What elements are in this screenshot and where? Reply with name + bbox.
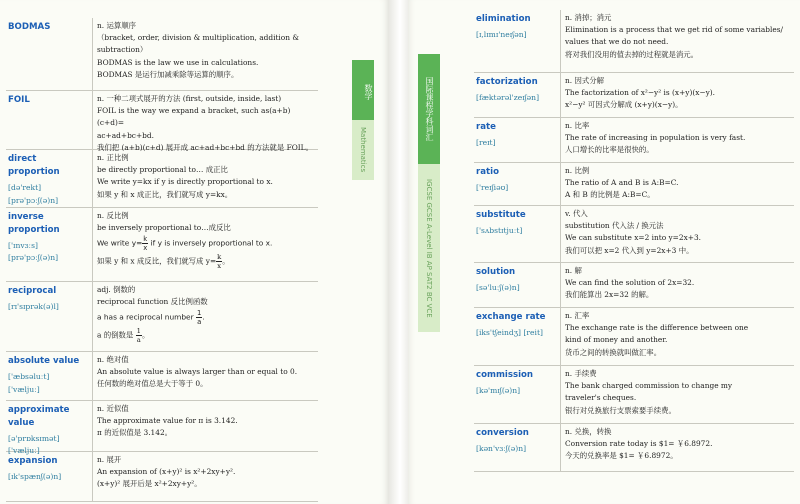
entry-term: conversion [kən'vɜːʃ(ə)n] (476, 427, 558, 455)
definition-line: 货币之间的转换就叫做汇率。 (565, 347, 662, 357)
curriculum-tab-subtitle: IGCSE GCSE A-Level IB AP SAT2 BC VCE (425, 178, 433, 318)
entry-pronunciation: [ɪk'spænʃ(ə)n] (8, 472, 62, 481)
definition-line: 今天的兑换率是 $1= ￥6.8972。 (565, 451, 678, 461)
definition-line: n. 汇率 (565, 311, 590, 320)
definition-line: 我们能算出 2x=32 的解。 (565, 290, 654, 300)
fraction: $\frac{1}{a}$ (136, 327, 141, 345)
definition-line: The rate of increasing in population is very fast. (565, 133, 746, 143)
definition-line: values that we do not need. (565, 37, 669, 47)
entry-definition (97, 354, 316, 391)
entry-term: absolute value ['æbsəluːt] ['væljuː] (8, 355, 90, 396)
definition-line: Elimination is a process that we get rid of some variables/ (565, 25, 784, 35)
definition-line: n. 手续费 (565, 369, 597, 378)
glossary-entry (6, 352, 318, 401)
definition-line: n. 正比例 (97, 153, 129, 162)
glossary-entry (6, 150, 318, 208)
right-page (408, 0, 800, 504)
entry-term: rate [reɪt] (476, 121, 558, 149)
definition-line: a has a reciprocal number $\frac{1}{a}$ . (97, 309, 205, 327)
definition-line: n. 近似值 (97, 404, 129, 413)
entry-definition (97, 210, 316, 270)
definition-line: An absolute value is always larger than or equal to 0. (97, 367, 298, 377)
definition-line: We write y=kx if y is directly proportional to x. (97, 177, 273, 187)
definition-line: BODMAS is the law we use in calculations. (97, 57, 259, 67)
entry-definition (565, 75, 792, 112)
definition-line: n. 解 (565, 266, 582, 275)
definition-line: ac+ad+bc+bd. (97, 130, 154, 140)
definition-line: traveler's cheques. (565, 393, 637, 403)
definition-line: subtraction） (97, 45, 148, 55)
glossary-entry (474, 366, 794, 424)
entry-definition (97, 152, 316, 201)
fraction: $\frac{k}{x}$ (217, 253, 222, 271)
definition-line: The exchange rate is the difference between one (565, 323, 749, 333)
fraction: $\frac{k}{x}$ (143, 235, 148, 253)
left-page (0, 0, 388, 504)
definition-line: 我们可以把 x=2 代入到 y=2x+3 中。 (565, 245, 694, 255)
entry-pronunciation: [ɪ,lɪmɪ'neɪʃən] (476, 30, 527, 39)
entry-pronunciation: [iks'tʃeindʒ] [reit] (476, 328, 543, 337)
definition-line: The approximate value for π is 3.142. (97, 416, 238, 426)
definition-line: a 的倒数是 $\frac{1}{a}$ 。 (97, 327, 150, 345)
definition-line: n. 比例 (565, 166, 590, 175)
entry-term: ratio ['reɪʃiəʊ] (476, 166, 558, 194)
curriculum-tab-title: 国际课程学科词汇 (425, 77, 434, 141)
entry-pronunciation: ['sʌbstɪtjuːt] (476, 226, 523, 235)
book-gutter (388, 0, 408, 504)
entry-pronunciation: ['ɪnvɜːs] [prə'pɔːʃ(ə)n] (8, 241, 59, 262)
definition-line: A 和 B 的比例是 A:B=C。 (565, 190, 655, 200)
definition-line: π 的近似值是 3.142。 (97, 428, 173, 438)
glossary-entry (6, 91, 318, 150)
glossary-entry (6, 18, 318, 91)
entry-term: factorization [fæktərəl'zeɪʃən] (476, 76, 558, 104)
definition-line: v. 代入 (565, 209, 588, 218)
definition-line: n. 反比例 (97, 211, 129, 220)
glossary-entry (6, 401, 318, 455)
glossary-entry (474, 10, 794, 73)
entry-pronunciation: [prə'pɔːʃ(ə)n] (8, 196, 59, 205)
entry-pronunciation: [fæktərəl'zeɪʃən] (476, 93, 540, 102)
entry-pronunciation: [reɪt] (476, 138, 496, 147)
entry-term: FOIL (8, 95, 30, 105)
definition-line: BODMAS 是运行加减乘除等运算的顺序。 (97, 69, 239, 79)
entry-definition (97, 454, 316, 491)
glossary-entry (6, 282, 318, 352)
definition-line: n. 展开 (97, 455, 122, 464)
glossary-entry (474, 163, 794, 206)
glossary-entry (6, 208, 318, 282)
definition-line: 如果 y 和 x 成反比，我们就写成 y= $\frac{k}{x}$ 。 (97, 253, 230, 271)
entry-term: direct proportion [də'rekt] [prə'pɔːʃ(ə)n] (8, 153, 90, 207)
glossary-entry (474, 73, 794, 118)
entry-definition (565, 265, 792, 302)
glossary-entry (474, 308, 794, 366)
definition-line: kind of money and another. (565, 335, 668, 345)
subject-tab-subtitle: Mathematics (359, 127, 367, 173)
definition-line: We can substitute x=2 into y=2x+3. (565, 233, 701, 243)
entry-term: elimination [ɪ,lɪmɪ'neɪʃən] (476, 13, 558, 41)
entry-term: exchange rate [iks'tʃeindʒ] [reit] (476, 311, 558, 339)
definition-line: 我们把 (a+b)(c+d) 展开成 ac+ad+bc+bd 的方法就是 FOIL。 (97, 142, 313, 152)
glossary-entry (474, 263, 794, 308)
definition-line: 银行对兑换旅行支票索要手续费。 (565, 405, 676, 415)
definition-line: substitution 代入法 / 换元法 (565, 221, 664, 231)
entry-pronunciation: ['væljuː] (8, 385, 40, 394)
glossary-entry (474, 118, 794, 163)
subject-tab-title: 数学 (364, 84, 373, 100)
entry-pronunciation: [ə'prɒksɪmət] ['væljuː] (8, 434, 60, 455)
entry-definition (97, 93, 316, 154)
curriculum-tab (418, 54, 440, 164)
entry-definition (97, 20, 316, 81)
definition-line: （bracket, order, division & multiplication, addition & (97, 33, 299, 43)
definition-line: 人口增长的比率是很快的。 (565, 145, 654, 155)
entry-term: solution [sə'luːʃ(ə)n] (476, 266, 558, 294)
entry-pronunciation: ['æbsəluːt] (8, 372, 50, 381)
definition-line: An expansion of (x+y)² is x²+2xy+y². (97, 467, 236, 477)
definition-line: 将对我们没用的值去掉的过程就是消元。 (565, 49, 699, 59)
glossary-entry (6, 452, 318, 502)
entry-definition (565, 368, 792, 417)
entry-pronunciation: [rɪ'sɪprək(ə)l] (8, 302, 59, 311)
entry-definition (565, 165, 792, 202)
subject-tab (352, 60, 374, 120)
entry-definition (565, 120, 792, 157)
definition-line: be inversely proportional to…成反比 (97, 223, 231, 233)
definition-line: Conversion rate today is $1= ￥6.8972. (565, 439, 713, 449)
definition-line: (x+y)² 展开后是 x²+2xy+y²。 (97, 479, 202, 489)
entry-definition (97, 403, 316, 440)
definition-line: The factorization of x²−y² is (x+y)(x−y). (565, 88, 716, 98)
entry-term: substitute ['sʌbstɪtjuːt] (476, 209, 558, 237)
glossary-entry (474, 206, 794, 263)
entry-definition (565, 426, 792, 463)
definition-line: be directly proportional to… 成正比 (97, 165, 228, 175)
definition-line: n. 运算顺序 (97, 21, 137, 30)
definition-line: adj. 倒数的 (97, 285, 136, 294)
curriculum-tab-list (418, 164, 440, 332)
definition-line: reciprocal function 反比例函数 (97, 297, 208, 307)
definition-line: We write y= $\frac{k}{x}$ if y is inversely proportional to x. (97, 235, 273, 253)
definition-line: 如果 y 和 x 成正比，我们就写成 y=kx。 (97, 189, 233, 199)
definition-line: n. 消掉；消元 (565, 13, 612, 22)
definition-line: The bank charged commission to change my (565, 381, 733, 391)
entry-pronunciation: [kə'mɪʃ(ə)n] (476, 386, 521, 395)
definition-line: The ratio of A and B is A:B=C. (565, 178, 679, 188)
definition-line: n. 一种二项式展开的方法 (first, outside, inside, last) (97, 94, 282, 103)
fraction: $\frac{1}{a}$ (197, 309, 202, 327)
entry-pronunciation: [sə'luːʃ(ə)n] (476, 283, 520, 292)
definition-line: x²−y² 可因式分解成 (x+y)(x−y)。 (565, 100, 683, 110)
definition-line: 任何数的绝对值总是大于等于 0。 (97, 379, 208, 389)
entry-term: approximate value [ə'prɒksɪmət] ['væljuː] (8, 404, 90, 457)
entry-pronunciation: ['reɪʃiəʊ] (476, 183, 509, 192)
entry-pronunciation: [kən'vɜːʃ(ə)n] (476, 444, 527, 453)
entry-definition (565, 12, 792, 61)
entry-term: inverse proportion ['ɪnvɜːs] [prə'pɔːʃ(ə)n] (8, 211, 90, 264)
definition-line: n. 兑换，转换 (565, 427, 612, 436)
entry-definition (97, 284, 316, 344)
entry-pronunciation: [də'rekt] (8, 183, 42, 192)
definition-line: We can find the solution of 2x=32. (565, 278, 695, 288)
definition-line: FOIL is the way we expand a bracket, such as(a+b)(c+d)= (97, 106, 291, 128)
glossary-entry (474, 424, 794, 472)
entry-definition (565, 310, 792, 359)
subject-tab-english (352, 120, 374, 180)
definition-line: n. 比率 (565, 121, 590, 130)
definition-line: n. 绝对值 (97, 355, 129, 364)
definition-line: n. 因式分解 (565, 76, 605, 85)
entry-term: commission [kə'mɪʃ(ə)n] (476, 369, 558, 397)
entry-term: BODMAS (8, 22, 51, 32)
entry-definition (565, 208, 792, 257)
entry-term: expansion [ɪk'spænʃ(ə)n] (8, 455, 90, 483)
entry-term: reciprocal [rɪ'sɪprək(ə)l] (8, 285, 90, 313)
